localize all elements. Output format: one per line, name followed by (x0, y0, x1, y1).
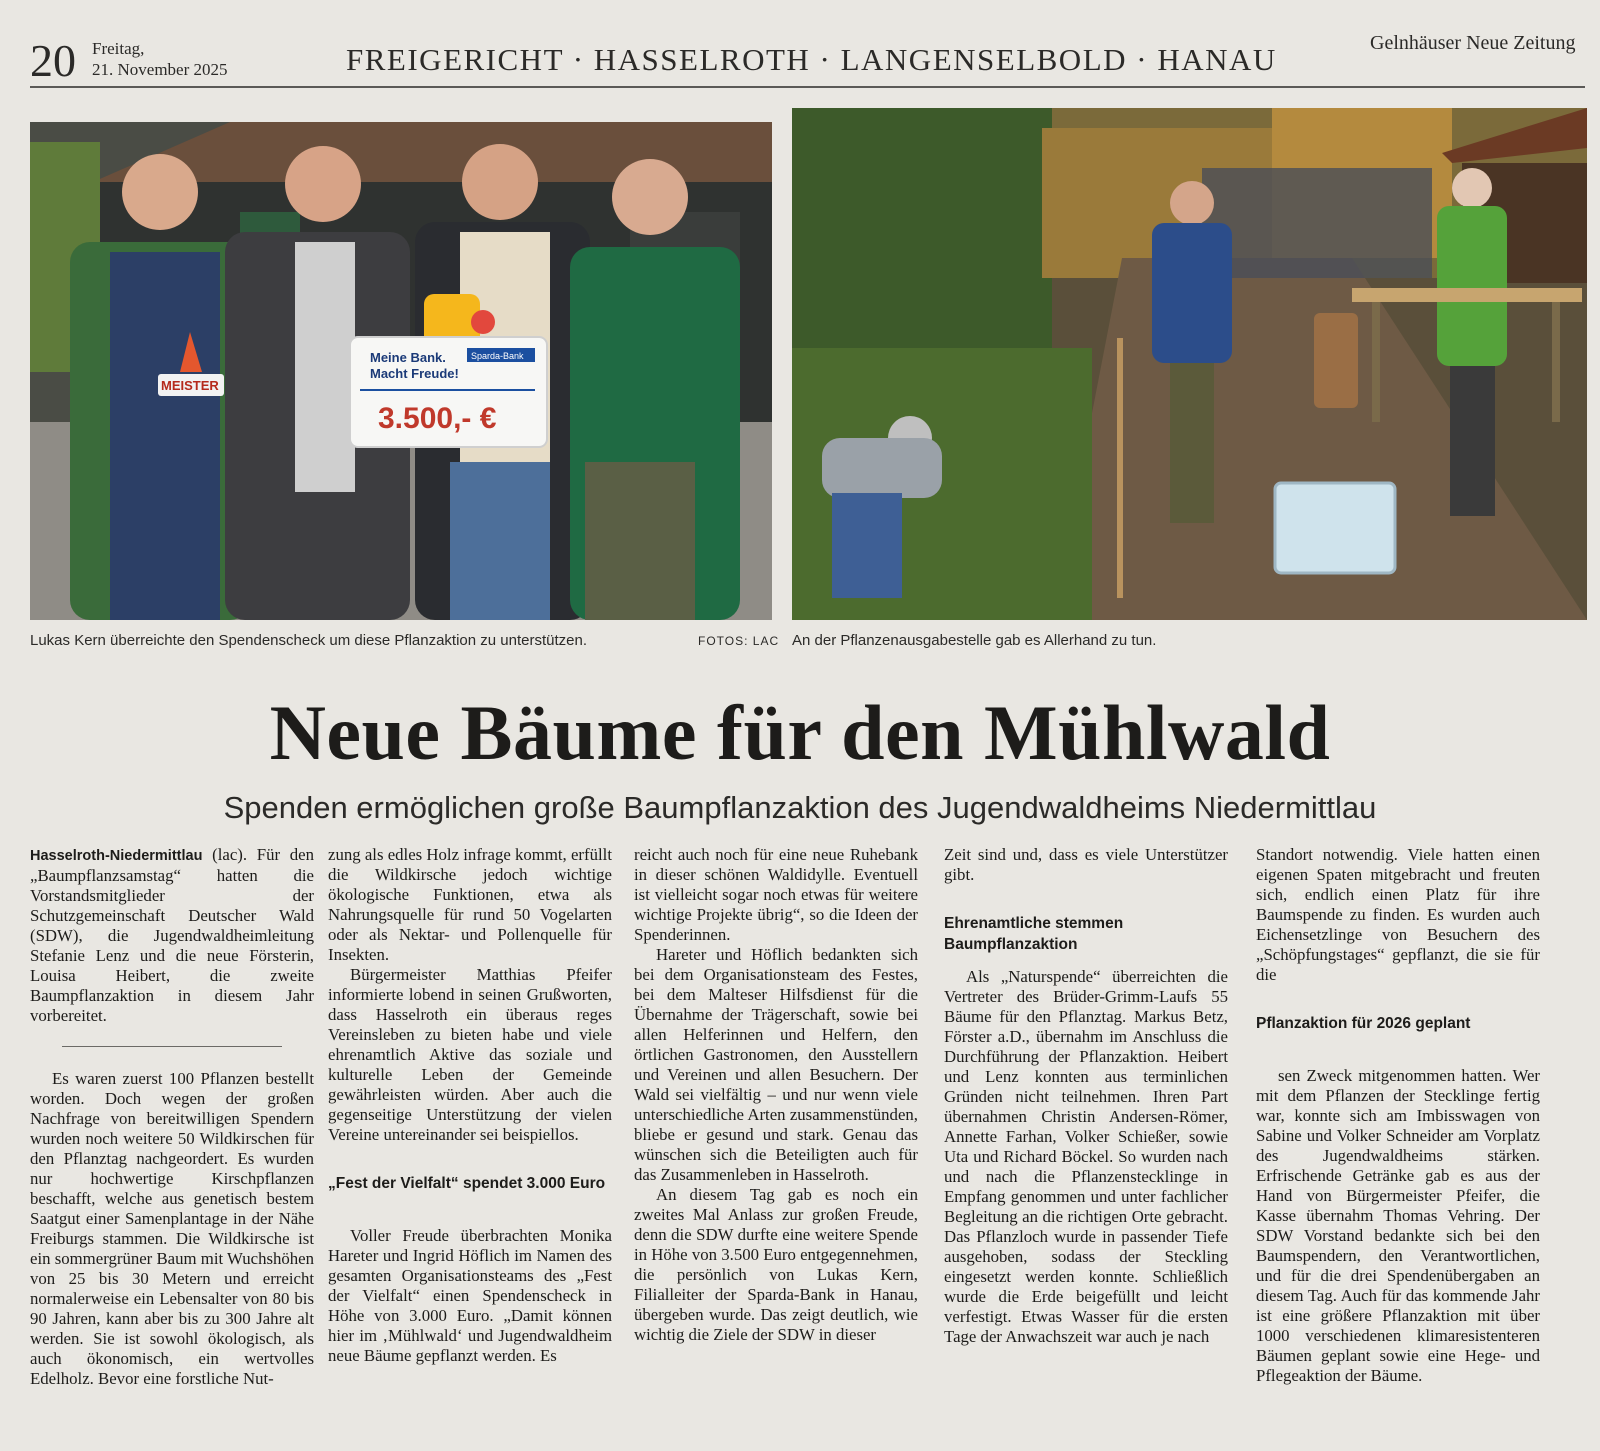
right-photo-caption: An der Pflanzenausgabestelle gab es Allerhand zu tun. (792, 632, 1157, 649)
article-column-2 (328, 845, 612, 1366)
paragraph-spendenscheck: Voller Freude überbrachten Monika Hareter und Ingrid Höflich im Namen des gesamten Organisationsteams des „Fest der Vielfalt“ einen Spendenscheck in Höhe von 3.000 Euro. „Damit können hier im ‚Mühlwald‘ und Jugendwaldheim neue Bäume gepflanzt werden. Es (328, 1226, 612, 1365)
article-subheadline: Spenden ermöglichen große Baumpflanzaktion des Jugendwaldheims Niedermittlau (223, 790, 1377, 825)
paragraph-nutzung: zung als edles Holz infrage kommt, erfüllt die Wildkirsche jedoch wichtige ökologische Funktionen, etwa als Nahrungsquelle für rund 50 Vogelarten oder als Nektar- und Pollenquelle für Insekten. (328, 845, 612, 964)
paragraph-dank: Hareter und Höflich bedankten sich bei dem Organisationsteam des Festes, bei dem Malteser Hilfsdienst für die Übernahme der Trägerschaft, sowie bei allen Helferinnen und Helfern, den örtlichen Gastronomen, den Ausstellern und Vereinen und allen Besuchern. Der Wald sei vielfältig – und nur wenn viele unterschiedliche Arten zusammenstünden, bliebe er gesund und stark. Genau das wünschen sich die Beteiligten auch für das Zusammenleben in Hasselroth. (634, 945, 918, 1184)
newspaper-masthead: Gelnhäuser Neue Zeitung (1370, 32, 1576, 54)
apron-logo-text: MEISTER (161, 378, 219, 393)
paragraph-buergermeister: Bürgermeister Matthias Pfeifer informierte lobend in seinen Grußworten, dass Hasselroth ein überaus reges Vereinsleben zu bieten habe und viele ehrenamtlich Aktive das soziale und kulturelle Leben der Gemeinde gewährleisten würden. Aber auch die gegenseitige Unterstützung der vielen Vereine untereinander sei beispiellos. (328, 965, 612, 1144)
article-column-4 (944, 845, 1228, 1347)
page-number: 20 (30, 35, 76, 86)
sign-slogan-line1: Meine Bank. (370, 350, 446, 365)
paragraph-wildkirschen: Es waren zuerst 100 Pflanzen bestellt worden. Doch wegen der großen Nachfrage von bereitwilligen Spendern wurden noch weitere 50 Wildkirschen für den Pflanztag nachgeordert. Es wurden nur hochwertige Kirschpflanzen beschafft, welche aus genetisch bestem Saatgut einer Samenplantage in der Nähe Freiburgs stammen. Die Wildkirsche ist ein sommergrüner Baum mit Wuchshöhen von 25 bis 30 Metern und erreicht normalerweise ein Lebensalter von 80 bis 90 Jahren, kann aber bis zu 300 Jahre alt werden. Sie ist sowohl ökologisch, als auch ökonomisch, ein wertvolles Edelholz. Bevor eine forstliche Nut- (30, 1069, 314, 1388)
article-column-3 (634, 845, 918, 1345)
dateline: Hasselroth-Niedermittlau (30, 848, 203, 864)
paragraph-unterstuetzer: Zeit sind und, dass es viele Unterstützer gibt. (944, 845, 1228, 884)
paragraph-sparda-spende: An diesem Tag gab es noch ein zweites Mal Anlass zur großen Freude, denn die SDW durfte eine weitere Spende in Höhe von 3.500 Euro entgegennehmen, die persönlich von Lukas Kern, Filialleiter der Sparda-Bank in Hanau, übergeben wurde. Das zeigt deutlich, wie wichtig die Ziele der SDW in dieser (634, 1185, 918, 1344)
article-column-5 (1256, 845, 1540, 1386)
header-rule (30, 86, 1585, 88)
subhead-ehrenamtliche: Ehrenamtliche stemmen Baumpflanzaktion (944, 915, 1124, 953)
article-headline: Neue Bäume für den Mühlwald (269, 689, 1331, 776)
intro-text: (lac). Für den „Baumpflanzsamstag“ hatten die Vorstandsmitglieder der Schutzgemeinschaft Deutscher Wald (SDW), die Jugendwaldheimleitung Stefanie Lenz und die neue Försterin, Louisa Heibert, die zweite Baumpflanzaktion in diesem Jahr vorbereitet. (30, 845, 314, 1025)
paragraph-imbiss: sen Zweck mitgenommen hatten. Wer mit dem Pflanzen der Stecklinge fertig war, konnte sich am Imbisswagen von Sabine und Volker Schneider am Vorplatz des Jugendwaldheims stärken. Erfrischende Getränke gab es aus der Hand von Bürgermeister Pfeifer, die Kasse übernahm Thomas Vehring. Der SDW Vorstand bedankte sich bei den Baumspendern, den Verantwortlichen, und für die drei Spendenübergaben an diesem Tag. Auch für das kommende Jahr ist eine größere Pflanzaktion mit über 1000 verschiedenen klimaresistenteren Bäumen geplant sowie eine Hege- und Pflegeaktion der Bäume. (1256, 1066, 1540, 1385)
section-locations: FREIGERICHT · HASSELROTH · LANGENSELBOLD · HANAU (346, 42, 1277, 77)
issue-weekday: Freitag, (92, 39, 145, 58)
paragraph-naturspende: Als „Naturspende“ überreichten die Vertreter des Brüder-Grimm-Laufs 55 Bäume für den Pflanztag. Markus Betz, Förster a.D., übernahm im Anschluss die Durchführung der Pflanzaktion. Heibert und Lenz konnten aus terminlichen Gründen nicht teilnehmen. Ihren Part übernahmen Christin Andersen-Römer, Annette Farhan, Volker Schießer, sowie Uta und Richard Böckel. So wurden nach und nach die Pflanzenstecklinge in Empfang genommen und unter fachlicher Begleitung an die richtigen Orte gebracht. Das Pflanzloch wurde in passender Tiefe ausgehoben, sodass der Steckling eingesetzt werden konnte. Schließlich wurde die Erde beigefüllt und leicht verfestigt. Etwas Wasser für die ersten Tage der Anwachszeit war auch je nach (944, 967, 1228, 1346)
article-column-1 (30, 845, 314, 1389)
sign-slogan-line2: Macht Freude! (370, 366, 459, 381)
left-photo-caption: Lukas Kern überreichte den Spendenscheck um diese Pflanzaktion zu unterstützen. (30, 632, 588, 649)
issue-date (92, 38, 228, 80)
photo-planting-station (792, 108, 1587, 620)
sign-amount: 3.500,- € (378, 402, 497, 435)
paragraph-standort: Standort notwendig. Viele hatten einen eigenen Spaten mitgebracht und freuten sich, endlich einen Platz für ihre Baumspende zu finden. Es wurden auch Eichensetzlinge von Besuchern des „Schöpfungstages“ gepflanzt, die sie für die (1256, 845, 1540, 984)
subhead-pflanzaktion-2026: Pflanzaktion für 2026 geplant (1256, 1015, 1471, 1032)
photo-check-handover (30, 122, 772, 620)
intro-paragraph (30, 845, 314, 1026)
intro-divider (62, 1046, 282, 1047)
subhead-fest-der-vielfalt: „Fest der Vielfalt“ spendet 3.000 Euro (328, 1175, 606, 1192)
issue-day: 21. November 2025 (92, 60, 228, 79)
sign-bank-name: Sparda-Bank (471, 351, 524, 361)
paragraph-ruhebank: reicht auch noch für eine neue Ruhebank in dieser schönen Waldidylle. Eventuell ist vielleicht sogar noch etwas für weitere wichtige Projekte übrig“, so die Ideen der Spenderinnen. (634, 845, 918, 944)
photo-credit: FOTOS: LAC (698, 634, 780, 648)
